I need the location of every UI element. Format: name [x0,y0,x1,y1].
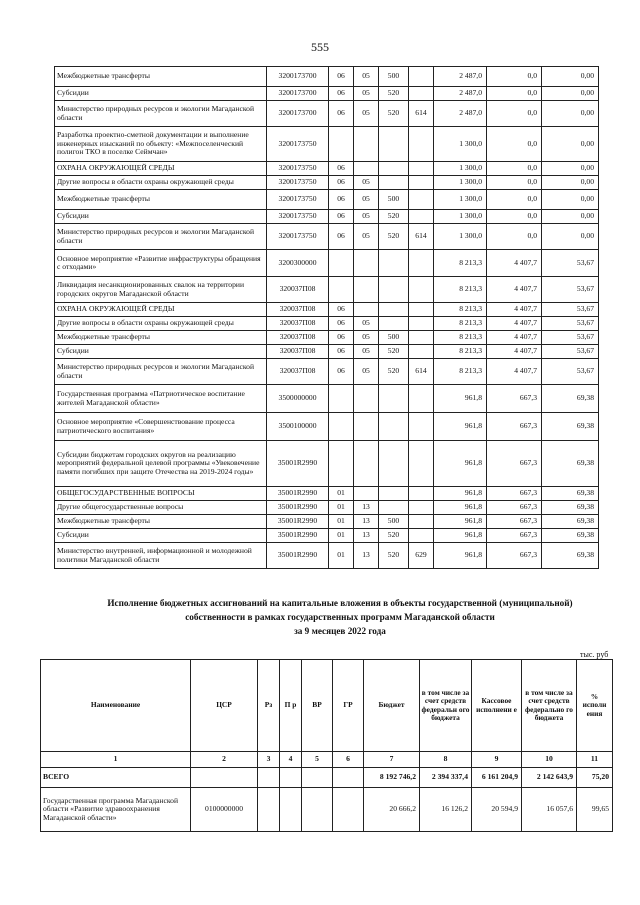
percent-cell: 0,00 [542,176,599,190]
section-title-line-3: за 9 месяцев 2022 года [294,626,386,636]
table-row [55,359,599,385]
name-cell: ОХРАНА ОКРУЖАЮЩЕЙ СРЕДЫ [55,162,267,176]
pr-cell [354,162,379,176]
percent-cell: 0,00 [542,224,599,250]
csr-cell: 3200173700 [267,67,329,87]
vr-cell: 520 [379,224,409,250]
percent-cell: 53,67 [542,345,599,359]
vr-cell: 520 [379,87,409,101]
empty-cell [333,768,364,788]
pct-cell: 99,65 [577,788,613,832]
rz-cell: 06 [329,87,354,101]
table-row [55,67,599,87]
csr-cell: 35001R2990 [267,441,329,487]
budget-cell: 961,8 [434,441,487,487]
pr-cell: 13 [354,543,379,569]
column-header: в том числе за счет средств федеральн ого бюджета [420,660,472,752]
column-number: 10 [522,752,577,768]
rz-cell: 06 [329,303,354,317]
gr-cell [409,67,434,87]
pr-cell: 05 [354,176,379,190]
csr-cell: 35001R2990 [267,543,329,569]
column-number: 6 [333,752,364,768]
budget-cell: 8 213,3 [434,317,487,331]
name-cell: Основное мероприятие «Совершенствование процесса патриотического воспитания» [55,413,267,441]
column-header: ЦСР [191,660,258,752]
execution-cell: 0,0 [487,224,542,250]
vr-cell [379,303,409,317]
table-row [55,441,599,487]
section-title-line-2: собственности в рамках государственных программ Магаданской области [185,612,495,622]
budget-cell: 1 300,0 [434,176,487,190]
vr-cell [379,127,409,162]
percent-cell: 0,00 [542,101,599,127]
pr-cell: 05 [354,345,379,359]
capital-investments-table [40,659,613,832]
percent-cell: 0,00 [542,210,599,224]
execution-cell: 0,0 [487,162,542,176]
pr-cell: 05 [354,210,379,224]
pr-cell [354,250,379,277]
table-row [55,529,599,543]
rz-cell: 06 [329,317,354,331]
budget-cell: 961,8 [434,413,487,441]
budget-cell: 8 213,3 [434,331,487,345]
percent-cell: 53,67 [542,331,599,345]
budget-cell: 2 487,0 [434,87,487,101]
percent-cell: 53,67 [542,277,599,303]
execution-cell: 0,0 [487,210,542,224]
vr-cell: 520 [379,210,409,224]
vr-cell [379,250,409,277]
percent-cell: 53,67 [542,317,599,331]
gr-cell: 614 [409,101,434,127]
gr-cell [409,190,434,210]
pr-cell: 05 [354,67,379,87]
percent-cell: 69,38 [542,413,599,441]
execution-cell: 667,3 [487,529,542,543]
csr-cell: 35001R2990 [267,487,329,501]
table-row [55,543,599,569]
vr-cell: 520 [379,345,409,359]
column-number: 8 [420,752,472,768]
gr-cell [409,250,434,277]
rz-cell: 06 [329,331,354,345]
column-number: 11 [577,752,613,768]
rz-cell [258,788,280,832]
total-exec-cell: 6 161 204,9 [472,768,522,788]
gr-cell [333,788,364,832]
table-row [55,385,599,413]
execution-cell: 0,0 [487,127,542,162]
pr-cell [354,441,379,487]
fed-cell: 16 126,2 [420,788,472,832]
rz-cell: 06 [329,162,354,176]
pr-cell: 05 [354,87,379,101]
csr-cell: 0100000000 [191,788,258,832]
csr-cell: 320037П08 [267,277,329,303]
percent-cell: 0,00 [542,87,599,101]
percent-cell: 69,38 [542,441,599,487]
vr-cell: 520 [379,529,409,543]
percent-cell: 69,38 [542,529,599,543]
budget-cell: 8 213,3 [434,345,487,359]
table-row [55,127,599,162]
csr-cell: 3200173700 [267,101,329,127]
name-cell: Субсидии [55,87,267,101]
table-row [41,788,613,832]
csr-cell: 320037П08 [267,303,329,317]
execution-cell: 0,0 [487,87,542,101]
execution-cell: 0,0 [487,101,542,127]
rz-cell [329,277,354,303]
execution-cell: 4 407,7 [487,303,542,317]
name-cell: Государственная программа «Патриотическое воспитание жителей Магаданской области» [55,385,267,413]
execution-cell: 0,0 [487,67,542,87]
rz-cell: 01 [329,529,354,543]
pr-cell: 05 [354,101,379,127]
column-header: П р [280,660,302,752]
csr-cell: 3200173750 [267,176,329,190]
percent-cell: 69,38 [542,487,599,501]
empty-cell [258,768,280,788]
budget-table-top [54,66,599,569]
pr-cell: 05 [354,359,379,385]
execution-cell: 4 407,7 [487,345,542,359]
table-row [55,176,599,190]
column-header: % исполн ения [577,660,613,752]
rz-cell: 06 [329,101,354,127]
name-cell: Министерство природных ресурсов и экологии Магаданской области [55,224,267,250]
name-cell: Другие вопросы в области охраны окружающей среды [55,317,267,331]
total-budget-cell: 8 192 746,2 [364,768,420,788]
rz-cell: 06 [329,345,354,359]
gr-cell [409,441,434,487]
rz-cell: 06 [329,210,354,224]
column-number: 2 [191,752,258,768]
total-name-cell: ВСЕГО [41,768,191,788]
name-cell: Основное мероприятие «Развитие инфраструктуры обращения с отходами» [55,250,267,277]
csr-cell: 3200173750 [267,127,329,162]
pr-cell: 05 [354,224,379,250]
column-number: 5 [302,752,333,768]
column-header: в том числе за счет средств федерально го бюджета [522,660,577,752]
percent-cell: 53,67 [542,359,599,385]
execution-cell: 667,3 [487,385,542,413]
vr-cell [379,413,409,441]
gr-cell [409,210,434,224]
execution-cell: 667,3 [487,441,542,487]
total-exec_fed-cell: 2 142 643,9 [522,768,577,788]
gr-cell [409,176,434,190]
budget-cell: 1 300,0 [434,127,487,162]
gr-cell [409,303,434,317]
csr-cell: 3200173750 [267,224,329,250]
pr-cell: 13 [354,501,379,515]
budget-cell: 1 300,0 [434,210,487,224]
table-row [55,413,599,441]
budget-cell: 961,8 [434,385,487,413]
rz-cell: 06 [329,190,354,210]
vr-cell: 500 [379,331,409,345]
exec-cell: 20 594,9 [472,788,522,832]
gr-cell [409,487,434,501]
rz-cell [329,127,354,162]
percent-cell: 69,38 [542,515,599,529]
rz-cell: 06 [329,224,354,250]
rz-cell: 06 [329,359,354,385]
table-row [55,277,599,303]
pr-cell [354,303,379,317]
execution-cell: 4 407,7 [487,359,542,385]
percent-cell: 69,38 [542,543,599,569]
vr-cell [379,176,409,190]
column-header: ГР [333,660,364,752]
execution-cell: 4 407,7 [487,250,542,277]
gr-cell [409,515,434,529]
vr-cell: 520 [379,101,409,127]
table-row [55,317,599,331]
csr-cell: 3200173700 [267,87,329,101]
table-row [55,501,599,515]
rz-cell [329,441,354,487]
percent-cell: 0,00 [542,162,599,176]
gr-cell [409,345,434,359]
vr-cell: 500 [379,67,409,87]
execution-cell: 667,3 [487,543,542,569]
rz-cell: 01 [329,543,354,569]
column-number: 9 [472,752,522,768]
total-pct-cell: 75,20 [577,768,613,788]
vr-cell: 500 [379,515,409,529]
csr-cell: 3500000000 [267,385,329,413]
empty-cell [302,768,333,788]
csr-cell: 320037П08 [267,317,329,331]
name-cell: ОБЩЕГОСУДАРСТВЕННЫЕ ВОПРОСЫ [55,487,267,501]
gr-cell [409,529,434,543]
budget-cell: 8 213,3 [434,303,487,317]
csr-cell: 35001R2990 [267,501,329,515]
gr-cell [409,277,434,303]
csr-cell: 3200173750 [267,162,329,176]
name-cell: Ликвидация несанкционированных свалок на территории городских округов Магаданской области [55,277,267,303]
execution-cell: 667,3 [487,501,542,515]
column-number: 7 [364,752,420,768]
name-cell: Межбюджетные трансферты [55,67,267,87]
budget-cell: 961,8 [434,487,487,501]
gr-cell: 614 [409,224,434,250]
name-cell: Субсидии [55,529,267,543]
name-cell: Разработка проектно-сметной документации и выполнение инженерных изысканий по объекту: «Межпоселенческий полигон ТКО в поселке Сеймчан» [55,127,267,162]
header-row [41,660,613,752]
budget-cell: 961,8 [434,515,487,529]
name-cell: ОХРАНА ОКРУЖАЮЩЕЙ СРЕДЫ [55,303,267,317]
gr-cell: 629 [409,543,434,569]
column-number-row [41,752,613,768]
percent-cell: 0,00 [542,67,599,87]
csr-cell: 3200173750 [267,190,329,210]
pr-cell: 13 [354,529,379,543]
column-header: Наименование [41,660,191,752]
name-cell: Другие общегосударственные вопросы [55,501,267,515]
csr-cell: 320037П08 [267,345,329,359]
vr-cell [379,277,409,303]
gr-cell [409,127,434,162]
column-number: 1 [41,752,191,768]
budget-cell: 8 213,3 [434,277,487,303]
name-cell: Другие вопросы в области охраны окружающей среды [55,176,267,190]
name-cell: Министерство внутренней, информационной и молодежной политики Магаданской области [55,543,267,569]
name-cell: Субсидии [55,210,267,224]
table-row [55,487,599,501]
units-label: тыс. руб [580,650,609,659]
budget-cell: 20 666,2 [364,788,420,832]
gr-cell [409,162,434,176]
pr-cell [354,385,379,413]
table-row [55,190,599,210]
pr-cell: 05 [354,190,379,210]
rz-cell [329,413,354,441]
budget-cell: 8 213,3 [434,359,487,385]
pr-cell [280,788,302,832]
rz-cell: 06 [329,67,354,87]
column-number: 4 [280,752,302,768]
csr-cell: 320037П08 [267,331,329,345]
table-row [55,101,599,127]
table-row [55,345,599,359]
budget-cell: 961,8 [434,501,487,515]
vr-cell [379,162,409,176]
rz-cell: 01 [329,501,354,515]
percent-cell: 53,67 [542,250,599,277]
name-cell: Межбюджетные трансферты [55,190,267,210]
execution-cell: 667,3 [487,413,542,441]
execution-cell: 4 407,7 [487,317,542,331]
percent-cell: 69,38 [542,385,599,413]
name-cell: Министерство природных ресурсов и экологии Магаданской области [55,359,267,385]
gr-cell [409,413,434,441]
csr-cell: 35001R2990 [267,515,329,529]
budget-cell: 1 300,0 [434,162,487,176]
vr-cell: 520 [379,543,409,569]
pr-cell: 05 [354,331,379,345]
vr-cell: 500 [379,190,409,210]
table-row [55,210,599,224]
budget-cell: 2 487,0 [434,101,487,127]
name-cell: Министерство природных ресурсов и экологии Магаданской области [55,101,267,127]
page-number: 555 [311,40,329,54]
pr-cell [354,413,379,441]
csr-cell: 35001R2990 [267,529,329,543]
empty-cell [280,768,302,788]
gr-cell: 614 [409,359,434,385]
percent-cell: 0,00 [542,127,599,162]
total-fed-cell: 2 394 337,4 [420,768,472,788]
table-row [55,331,599,345]
table-row [55,162,599,176]
gr-cell [409,501,434,515]
column-number: 3 [258,752,280,768]
pr-cell [354,277,379,303]
rz-cell: 01 [329,487,354,501]
execution-cell: 4 407,7 [487,277,542,303]
name-cell: Межбюджетные трансферты [55,515,267,529]
column-header: Рз [258,660,280,752]
execution-cell: 667,3 [487,487,542,501]
rz-cell [329,250,354,277]
name-cell: Субсидии [55,345,267,359]
vr-cell [379,501,409,515]
budget-cell: 1 300,0 [434,190,487,210]
csr-cell: 320037П08 [267,359,329,385]
table-row [55,303,599,317]
pr-cell [354,487,379,501]
gr-cell [409,331,434,345]
pr-cell [354,127,379,162]
gr-cell [409,87,434,101]
pr-cell: 13 [354,515,379,529]
section-title-line-1: Исполнение бюджетных ассигнований на капитальные вложения в объекты государственной (муниципальной) [107,598,573,608]
empty-cell [191,768,258,788]
pr-cell: 05 [354,317,379,331]
total-row [41,768,613,788]
column-header: Кассовое исполнени е [472,660,522,752]
percent-cell: 0,00 [542,190,599,210]
column-header: ВР [302,660,333,752]
vr-cell [379,317,409,331]
vr-cell [379,385,409,413]
budget-cell: 961,8 [434,529,487,543]
gr-cell [409,385,434,413]
csr-cell: 3200173750 [267,210,329,224]
vr-cell [379,441,409,487]
column-header: Бюджет [364,660,420,752]
budget-cell: 2 487,0 [434,67,487,87]
rz-cell: 06 [329,176,354,190]
percent-cell: 53,67 [542,303,599,317]
execution-cell: 667,3 [487,515,542,529]
gr-cell [409,317,434,331]
csr-cell: 3200300000 [267,250,329,277]
csr-cell: 3500100000 [267,413,329,441]
budget-cell: 1 300,0 [434,224,487,250]
table-row [55,515,599,529]
table-row [55,250,599,277]
vr-cell: 520 [379,359,409,385]
name-cell: Межбюджетные трансферты [55,331,267,345]
table-row [55,224,599,250]
name-cell: Субсидии бюджетам городских округов на реализацию мероприятий федеральной целевой программы «Увековечение памяти погибших при защите Отечества на 2019-2024 годы» [55,441,267,487]
budget-cell: 8 213,3 [434,250,487,277]
execution-cell: 0,0 [487,176,542,190]
name-cell: Государственная программа Магаданской области «Развитие здравоохранения Магаданской области» [41,788,191,832]
rz-cell: 01 [329,515,354,529]
execution-cell: 0,0 [487,190,542,210]
execution-cell: 4 407,7 [487,331,542,345]
exec_fed-cell: 16 057,6 [522,788,577,832]
vr-cell [379,487,409,501]
table-row [55,87,599,101]
rz-cell [329,385,354,413]
percent-cell: 69,38 [542,501,599,515]
vr-cell [302,788,333,832]
budget-cell: 961,8 [434,543,487,569]
